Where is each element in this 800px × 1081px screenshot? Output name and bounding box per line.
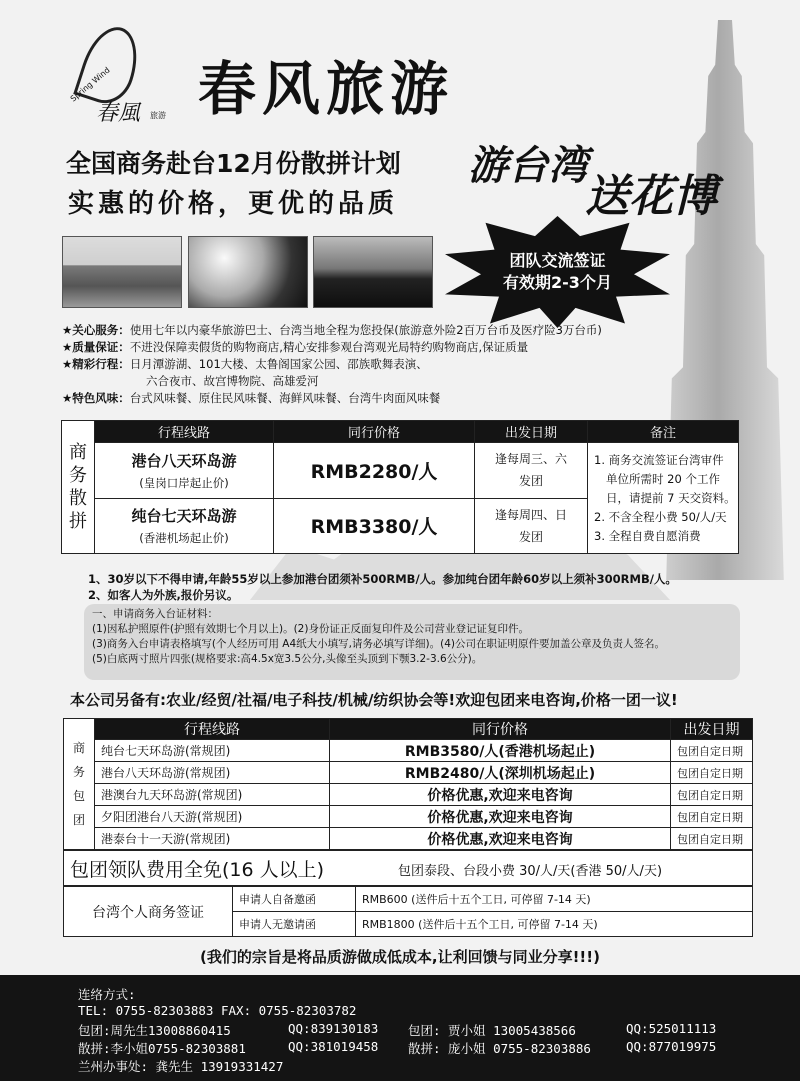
logo-english: Spring Wind (68, 65, 112, 104)
contact-fit-b-qq: QQ:877019975 (626, 1039, 717, 1054)
badge-line1: 团队交流签证 (509, 251, 606, 270)
night-city-photo (313, 236, 433, 308)
table1-header-price: 同行价格 (274, 421, 475, 443)
feature-itinerary-cont: 六合夜市、故宫博物院、高雄爱河 (146, 374, 319, 388)
required-documents-box: 一、申请商务入台证材料： (1)因私护照原件(护照有效期七个月以上)。(2)身份证正反面复印件及公司营业登记证复印件。 (3)商务入台申请表格填写(个人经历可用 A4纸大小填写,请务必填写详细)。(4)公司在职证明原件要加盖公章及负责人签名。 (5)白底两寸照片四张(规格要求:高4.5x宽3.5公分,头像至头顶到下颚3.2-3.6公分)。 (84, 604, 740, 680)
visa-type: 申请人自备邀函 (233, 887, 356, 912)
contact-group-b-qq: QQ:525011113 (626, 1021, 717, 1036)
logo-chinese: 春風 (96, 101, 141, 126)
table2-header-date: 出发日期 (671, 719, 753, 740)
contact-group-a-qq: QQ:839130183 (288, 1021, 379, 1036)
price-cell: RMB3380/人 (274, 498, 475, 554)
other-services-note: 本公司另备有:农业/经贸/社福/电子科技/机械/纺织协会等!欢迎包团来电咨询,价格一团一议! (70, 691, 678, 709)
tagline: 实惠的价格，更优的品质 (68, 189, 399, 219)
table-row: 港台八天环岛游 (皇岗口岸起止价) (95, 443, 274, 499)
train-photo (188, 236, 308, 308)
table-row: 纯台七天环岛游(常规团) RMB3580/人(香港机场起止) 包团自定日期 (64, 740, 753, 762)
visa-type: 申请人无邀请函 (233, 912, 356, 937)
brand-title: 春风旅游 (198, 55, 455, 123)
feature-quality: ★质量保证：不进没保障卖假货的购物商店,精心安排参观台湾观光局特约购物商店,保证质量 (62, 340, 529, 354)
company-motto: (我们的宗旨是将品质游做成低成本,让利回馈与同业分享!!!) (200, 948, 600, 966)
departure-cell: 逢每周三、六 发团 (475, 443, 588, 499)
visa-title: 台湾个人商务签证 (64, 887, 233, 937)
contact-group-b: 包团: 贾小姐 13005438566 (408, 1023, 576, 1038)
departure-cell: 逢每周四、日 发团 (475, 498, 588, 554)
table2-side-label: 商 务 包 团 (64, 719, 95, 850)
contact-tel-fax: TEL: 0755-82303883 FAX: 0755-82303782 (78, 1003, 357, 1018)
slogan-line2: 送花博 (585, 171, 717, 222)
lead-fee-big: 包团领队费用全免(16 人以上) (70, 859, 325, 881)
contact-lanzhou: 兰州办事处: 龚先生 13919331427 (78, 1059, 284, 1074)
table2-header-price: 同行价格 (330, 719, 671, 740)
badge-line2: 有效期2-3个月 (503, 273, 612, 292)
notes-cell: 1. 商务交流签证台湾审件 单位所需时 20 个工作 日，请提前 7 天交资料。 2. 不含全程小费 50/人/天 3. 全程自费自愿消费 (588, 443, 739, 554)
rule-age: 1、30岁以下不得申请,年龄55岁以上参加港台团须补500RMB/人。参加纯台团年龄60岁以上须补300RMB/人。 (88, 572, 677, 586)
lead-fee-row (63, 850, 753, 886)
table1-header-date: 出发日期 (475, 421, 588, 443)
harbor-photo (62, 236, 182, 308)
table2-header-route: 行程线路 (95, 719, 330, 740)
rule-foreign: 2、如客人为外族,报价另议。 (88, 588, 239, 602)
table-row: 港台八天环岛游(常规团) RMB2480/人(深圳机场起止) 包团自定日期 (64, 762, 753, 784)
feature-itinerary: ★精彩行程：日月潭游湖、101大楼、太鲁阁国家公园、邵族歌舞表演、 (62, 357, 428, 371)
feature-cuisine: ★特色风味：台式风味餐、原住民风味餐、海鲜风味餐、台湾牛肉面风味餐 (62, 391, 441, 405)
lead-fee-small: 包团泰段、台段小费 30/人/天(香港 50/人/天) (398, 864, 663, 879)
visa-table (63, 886, 753, 937)
slogan-line1: 游台湾 (468, 142, 588, 189)
contact-footer (0, 975, 800, 1081)
table1-header-notes: 备注 (588, 421, 739, 443)
table1-header-route: 行程线路 (95, 421, 274, 443)
logo-sub: 旅游 (150, 111, 166, 120)
contact-fit-a: 散拼:李小姐0755-82303881 (78, 1041, 246, 1056)
visa-price: RMB1800 (送件后十五个工日, 可停留 7-14 天) (356, 912, 753, 937)
price-cell: RMB2280/人 (274, 443, 475, 499)
visa-price: RMB600 (送件后十五个工日, 可停留 7-14 天) (356, 887, 753, 912)
table-row: 港泰台十一天游(常规团) 价格优惠,欢迎来电咨询 包团自定日期 (64, 828, 753, 850)
feature-service: ★关心服务：使用七年以内豪华旅游巴士、台湾当地全程为您投保(旅游意外险2百万台币及医疗险3万台币) (62, 323, 602, 337)
headline: 全国商务赴台12月份散拼计划 (66, 149, 401, 178)
table-row: 港澳台九天环岛游(常规团) 价格优惠,欢迎来电咨询 包团自定日期 (64, 784, 753, 806)
contact-fit-a-qq: QQ:381019458 (288, 1039, 379, 1054)
table1-side-label: 商 务 散 拼 (62, 421, 95, 554)
contact-title: 连络方式: (78, 987, 136, 1002)
contact-group-a: 包团:周先生13008860415 (78, 1023, 231, 1038)
contact-fit-b: 散拼: 庞小姐 0755-82303886 (408, 1041, 591, 1056)
table-row: 夕阳团港台八天游(常规团) 价格优惠,欢迎来电咨询 包团自定日期 (64, 806, 753, 828)
group-tour-table (63, 718, 753, 850)
table-row: 纯台七天环岛游 (香港机场起止价) (95, 498, 274, 554)
business-package-table (61, 420, 739, 554)
